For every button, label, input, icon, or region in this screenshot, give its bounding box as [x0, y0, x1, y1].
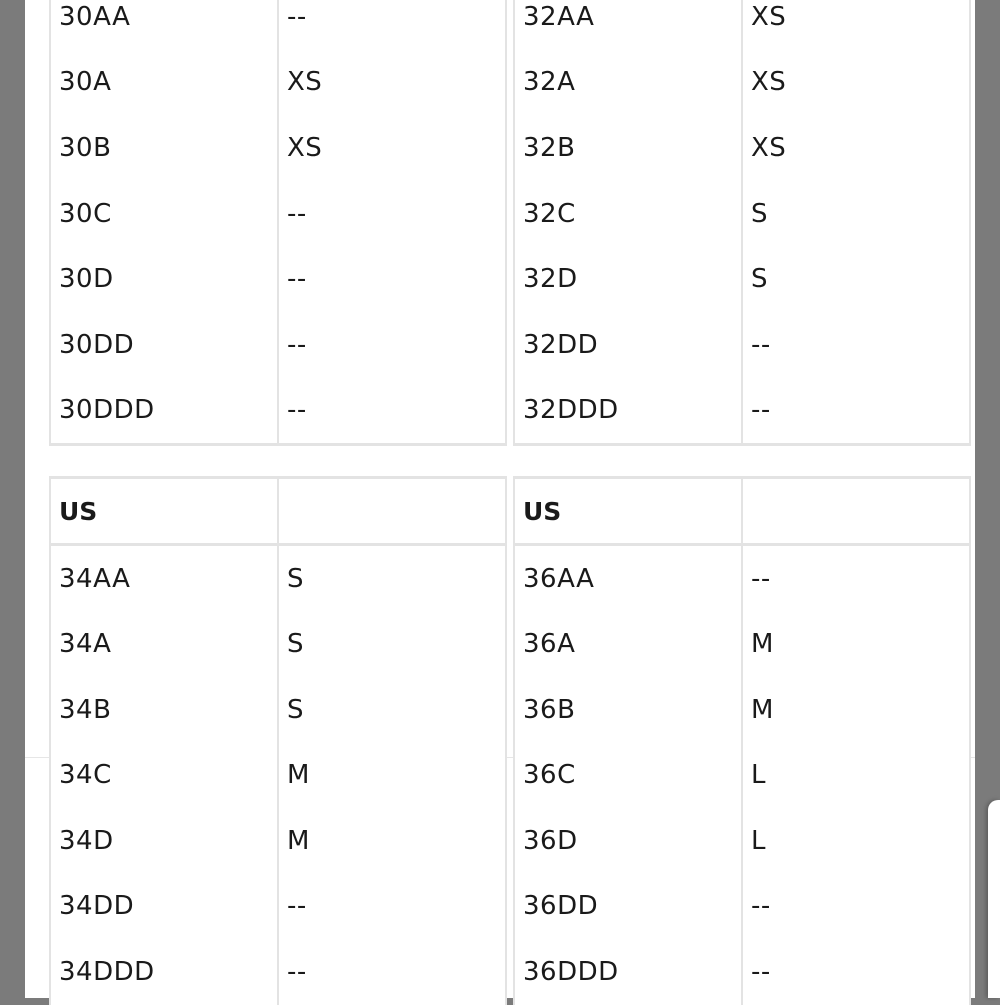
- table-header-row: [514, 478, 970, 545]
- size-cell: --: [278, 312, 506, 378]
- size-cell: XS: [278, 50, 506, 116]
- size-cell: S: [278, 677, 506, 743]
- size-cell: --: [742, 312, 970, 378]
- band-cup-cell: 32A: [514, 50, 742, 116]
- band-cup-cell: 32B: [514, 115, 742, 181]
- table-row: [514, 378, 970, 445]
- size-cell: --: [742, 378, 970, 445]
- table-row: [50, 115, 506, 181]
- size-cell: L: [742, 808, 970, 874]
- band-cup-cell: 36DDD: [514, 939, 742, 1005]
- band-cup-cell: 30AA: [50, 0, 278, 50]
- size-table-30: [49, 0, 507, 446]
- table-row: [514, 612, 970, 678]
- band-cup-cell: 36DD: [514, 874, 742, 940]
- table-row: [50, 181, 506, 247]
- size-cell: S: [742, 246, 970, 312]
- table-row: [50, 808, 506, 874]
- band-cup-cell: 32DD: [514, 312, 742, 378]
- size-cell: --: [278, 939, 506, 1005]
- table-row: [50, 312, 506, 378]
- size-cell: --: [278, 0, 506, 50]
- table-row: [50, 50, 506, 116]
- table-row: [50, 612, 506, 678]
- table-row: [50, 246, 506, 312]
- band-cup-cell: 34B: [50, 677, 278, 743]
- band-cup-cell: 32DDD: [514, 378, 742, 445]
- table-row: [50, 378, 506, 445]
- size-cell: XS: [278, 115, 506, 181]
- size-cell: XS: [742, 0, 970, 50]
- band-cup-cell: 34AA: [50, 545, 278, 612]
- band-cup-cell: 30DDD: [50, 378, 278, 445]
- table-row: [514, 50, 970, 116]
- table-row: [514, 743, 970, 809]
- table-row: [514, 312, 970, 378]
- table-row: [50, 743, 506, 809]
- table-row: [514, 0, 970, 50]
- table-row: [50, 545, 506, 612]
- overlay-card-edge: [988, 800, 1000, 998]
- size-cell: --: [278, 874, 506, 940]
- table-row: [514, 181, 970, 247]
- band-cup-cell: 30B: [50, 115, 278, 181]
- table-row: [514, 677, 970, 743]
- band-cup-cell: 36B: [514, 677, 742, 743]
- table-header-label: US: [514, 478, 742, 545]
- size-cell: --: [278, 246, 506, 312]
- table-row: [514, 115, 970, 181]
- size-table-36: [513, 476, 971, 1005]
- table-row: [50, 0, 506, 50]
- band-cup-cell: 32D: [514, 246, 742, 312]
- band-cup-cell: 34DD: [50, 874, 278, 940]
- band-cup-cell: 34A: [50, 612, 278, 678]
- band-cup-cell: 30C: [50, 181, 278, 247]
- table-header-value: [278, 478, 506, 545]
- table-row: [50, 874, 506, 940]
- size-cell: XS: [742, 50, 970, 116]
- size-cell: --: [742, 939, 970, 1005]
- band-cup-cell: 30DD: [50, 312, 278, 378]
- band-cup-cell: 30A: [50, 50, 278, 116]
- size-cell: M: [278, 808, 506, 874]
- table-row: [50, 939, 506, 1005]
- size-cell: M: [742, 677, 970, 743]
- table-row: [514, 874, 970, 940]
- size-cell: S: [278, 545, 506, 612]
- table-header-value: [742, 478, 970, 545]
- size-cell: M: [742, 612, 970, 678]
- size-table-34: [49, 476, 507, 1005]
- size-cell: --: [742, 874, 970, 940]
- size-cell: --: [742, 545, 970, 612]
- size-cell: S: [278, 612, 506, 678]
- band-cup-cell: 36AA: [514, 545, 742, 612]
- table-row: [514, 808, 970, 874]
- band-cup-cell: 30D: [50, 246, 278, 312]
- band-cup-cell: 34C: [50, 743, 278, 809]
- band-cup-cell: 36A: [514, 612, 742, 678]
- table-row: [50, 677, 506, 743]
- band-cup-cell: 36C: [514, 743, 742, 809]
- band-cup-cell: 34D: [50, 808, 278, 874]
- size-table-32: [513, 0, 971, 446]
- size-cell: L: [742, 743, 970, 809]
- band-cup-cell: 34DDD: [50, 939, 278, 1005]
- size-cell: XS: [742, 115, 970, 181]
- size-cell: S: [742, 181, 970, 247]
- table-header-row: [50, 478, 506, 545]
- size-cell: M: [278, 743, 506, 809]
- table-header-label: US: [50, 478, 278, 545]
- table-row: [514, 939, 970, 1005]
- size-cell: --: [278, 378, 506, 445]
- table-row: [514, 545, 970, 612]
- table-row: [514, 246, 970, 312]
- band-cup-cell: 32C: [514, 181, 742, 247]
- band-cup-cell: 32AA: [514, 0, 742, 50]
- band-cup-cell: 36D: [514, 808, 742, 874]
- size-cell: --: [278, 181, 506, 247]
